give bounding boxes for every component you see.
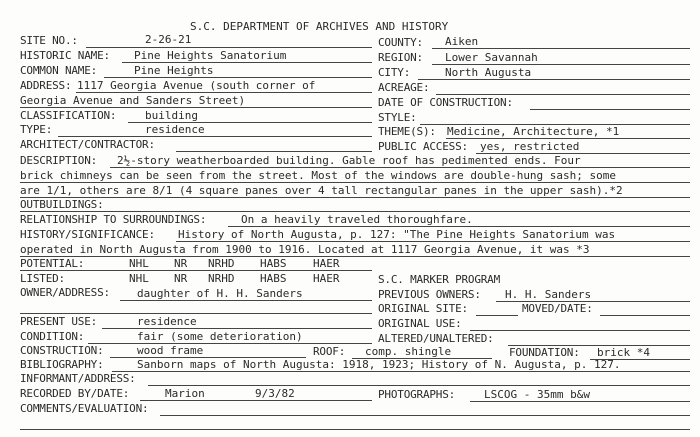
county-value: Aiken (445, 35, 479, 48)
form-title: S.C. DEPARTMENT OF ARCHIVES AND HISTORY (190, 20, 449, 33)
listed-haer: HAER (313, 272, 340, 285)
listed-habs: HABS (260, 272, 287, 285)
roof-label: ROOF: (313, 345, 346, 358)
description-line-3: are 1/1, others are 8/1 (4 square panes over 4 tall rectangular panes in the upper sash).*2 (20, 184, 623, 197)
potential-label: POTENTIAL: (20, 257, 85, 270)
description-line-1: 2½-story weatherboarded building. Gable roof has pedimented ends. Four (117, 154, 581, 167)
date-of-construction-line (530, 109, 690, 110)
history-line-1: History of North Augusta, p. 127: "The Pine Heights Sanatorium was (178, 228, 616, 241)
address-label: ADDRESS: (20, 79, 72, 92)
listed-label: LISTED: (20, 272, 65, 285)
acreage-label: ACREAGE: (378, 81, 430, 94)
address-line-1-rule (76, 92, 372, 93)
region-value: Lower Savannah (445, 51, 538, 64)
description-rule-3 (20, 197, 690, 198)
recorded-name: Marion (165, 387, 205, 400)
region-label: REGION: (378, 51, 423, 64)
outbuildings-line (20, 211, 690, 212)
themes-line (446, 138, 690, 139)
recorded-line (140, 400, 372, 401)
potential-nrhd: NRHD (208, 257, 235, 270)
moved-date-label: MOVED/DATE: (522, 302, 593, 315)
type-line (58, 136, 372, 137)
potential-nhl: NHL (129, 257, 149, 270)
historic-name-value: Pine Heights Sanatorium (134, 49, 287, 62)
foundation-label: FOUNDATION: (509, 346, 580, 359)
listed-nr: NR (174, 272, 188, 285)
previous-owners-value: H. H. Sanders (505, 288, 592, 301)
present-use-line (102, 328, 372, 329)
listed-nrhd: NRHD (208, 272, 235, 285)
description-label: DESCRIPTION: (20, 154, 98, 167)
description-rule-1 (110, 167, 690, 168)
style-label: STYLE: (378, 111, 417, 124)
region-line (432, 64, 690, 65)
moved-date-line (600, 315, 690, 316)
description-line-2: brick chimneys can be seen from the street. Most of the windows are double-hung sash; some (20, 169, 617, 182)
informant-label: INFORMANT/ADDRESS: (20, 372, 136, 385)
owner-value: daughter of H. H. Sanders (137, 287, 303, 300)
historic-name-label: HISTORIC NAME: (20, 49, 110, 62)
listed-nhl: NHL (129, 272, 149, 285)
themes-value: Medicine, Architecture, *1 (447, 125, 620, 138)
address-line-2-rule (20, 107, 372, 108)
condition-line (88, 343, 372, 344)
city-line (418, 79, 690, 80)
roof-value: comp. shingle (365, 345, 452, 358)
history-rule-2 (20, 256, 690, 257)
photographs-value: LSCOG - 35mm b&w (484, 388, 590, 401)
themes-label: THEME(S): (378, 125, 436, 138)
condition-label: CONDITION: (20, 330, 85, 343)
site-no-value: 2-26-21 (145, 33, 192, 46)
outbuildings-label: OUTBUILDINGS: (20, 198, 104, 211)
original-site-label: ORIGINAL SITE: (378, 302, 468, 315)
historic-name-line (122, 62, 372, 63)
present-use-value: residence (137, 315, 197, 328)
classification-label: CLASSIFICATION: (20, 109, 117, 122)
history-line-2: operated in North Augusta from 1900 to 1916. Located at 1117 Georgia Avenue, it was *3 (20, 243, 590, 256)
recorded-label: RECORDED BY/DATE: (20, 387, 130, 400)
bibliography-line (112, 371, 690, 372)
county-line (432, 48, 690, 49)
construction-value: wood frame (137, 344, 204, 357)
owner-line (120, 300, 372, 301)
bibliography-label: BIBLIOGRAPHY: (20, 358, 104, 371)
owner-label: OWNER/ADDRESS: (20, 286, 110, 299)
site-no-line (86, 47, 372, 48)
type-value: residence (145, 123, 205, 136)
history-label: HISTORY/SIGNIFICANCE: (20, 228, 155, 241)
city-value: North Augusta (445, 66, 532, 79)
potential-line (20, 270, 372, 271)
photographs-label: PHOTOGRAPHS: (378, 388, 456, 401)
potential-haer: HAER (313, 257, 340, 270)
site-no-label: SITE NO.: (20, 34, 78, 47)
architect-label: ARCHITECT/CONTRACTOR: (20, 138, 155, 151)
present-use-label: PRESENT USE: (20, 315, 98, 328)
bibliography-value: Sanborn maps of North Augusta: 1918, 1923; History of N. Augusta, p. 127. (137, 358, 621, 371)
potential-nr: NR (174, 257, 188, 270)
architect-line (176, 151, 372, 152)
comments-line (160, 415, 690, 416)
county-label: COUNTY: (378, 36, 423, 49)
original-use-label: ORIGINAL USE: (378, 317, 462, 330)
description-rule-2 (20, 182, 690, 183)
relationship-label: RELATIONSHIP TO SURROUNDINGS: (20, 213, 207, 226)
comments-line-2 (20, 429, 690, 430)
classification-value: building (145, 109, 198, 122)
relationship-value: On a heavily traveled thoroughfare. (241, 213, 473, 226)
original-use-line (470, 330, 690, 331)
potential-habs: HABS (260, 257, 287, 270)
altered-label: ALTERED/UNALTERED: (378, 332, 494, 345)
informant-line (148, 385, 690, 386)
common-name-line (104, 77, 372, 78)
city-label: CITY: (378, 66, 411, 79)
type-label: TYPE: (20, 123, 53, 136)
relationship-line (228, 226, 690, 227)
construction-label: CONSTRUCTION: (20, 344, 104, 357)
previous-owners-label: PREVIOUS OWNERS: (378, 288, 481, 301)
photographs-line (470, 401, 690, 402)
common-name-value: Pine Heights (134, 64, 214, 77)
owner-line-2 (20, 313, 372, 314)
original-site-line (476, 315, 518, 316)
foundation-value: brick *4 (597, 346, 650, 359)
history-rule-1 (176, 241, 690, 242)
date-of-construction-label: DATE OF CONSTRUCTION: (378, 96, 513, 109)
marker-program-label: S.C. MARKER PROGRAM (378, 273, 501, 286)
comments-label: COMMENTS/EVALUATION: (20, 402, 149, 415)
acreage-line (436, 94, 690, 95)
condition-value: fair (some deterioration) (137, 330, 303, 343)
recorded-date: 9/3/82 (255, 387, 295, 400)
address-line-2: Georgia Avenue and Sanders Street) (20, 94, 246, 107)
public-access-label: PUBLIC ACCESS: (378, 140, 468, 153)
address-line-1: 1117 Georgia Avenue (south corner of (77, 79, 316, 92)
common-name-label: COMMON NAME: (20, 64, 98, 77)
public-access-value: yes, restricted (480, 140, 580, 153)
